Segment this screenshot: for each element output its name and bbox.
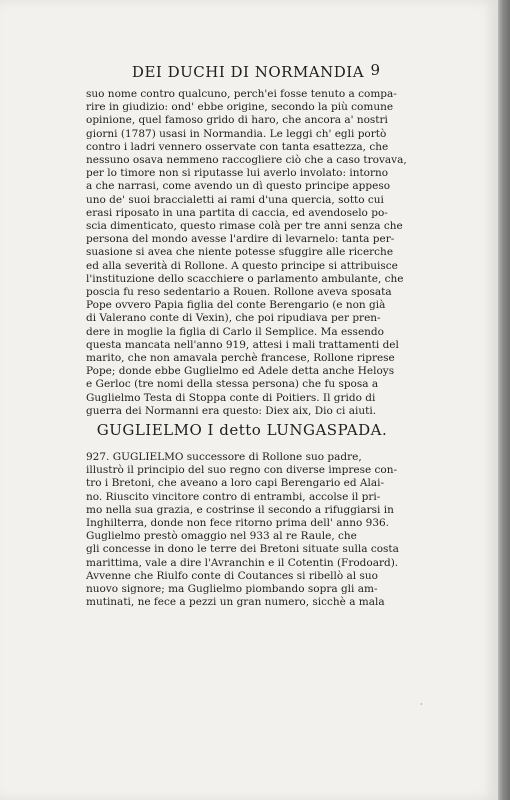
page-number: 9 bbox=[370, 61, 380, 79]
text-line: mutinati, ne fece a pezzi un gran numero, sicchè a mala bbox=[86, 596, 385, 609]
text-line: nessuno osava nemmeno raccogliere ciò che a caso trovava, bbox=[86, 154, 407, 167]
text-line: per lo timore non si riputasse lui averlo involato: intorno bbox=[86, 167, 389, 180]
text-line: marito, che non amavala perchè francese, Rollone riprese bbox=[86, 352, 395, 365]
page-edge-shadow bbox=[498, 0, 510, 800]
section-paragraph bbox=[86, 451, 399, 609]
text-line: mo nella sua grazia, e costrinse il secondo a rifuggiarsi in bbox=[86, 503, 394, 516]
text-line: e Gerloc (tre nomi della stessa persona) che fu sposa a bbox=[86, 378, 379, 391]
text-line: Inghilterra, donde non fece ritorno prima dell' anno 936. bbox=[86, 517, 390, 530]
text-line: tro i Bretoni, che aveano a loro capi Berengario ed Alai- bbox=[86, 477, 384, 490]
text-line: Pope; donde ebbe Guglielmo ed Adele detta anche Heloys bbox=[86, 365, 395, 378]
text-line: a che narrasi, come avendo un dì questo principe appeso bbox=[86, 180, 391, 193]
ink-mark: · bbox=[420, 700, 423, 709]
text-line: contro i ladri vennero osservate con tanta esattezza, che bbox=[86, 140, 389, 153]
running-header: DEI DUCHI DI NORMANDIA bbox=[131, 63, 365, 81]
main-paragraph bbox=[86, 88, 407, 418]
text-line: giorni (1787) usasi in Normandia. Le leggi ch' egli portò bbox=[86, 127, 387, 140]
text-line: ed alla severità di Rollone. A questo principe si attribuisce bbox=[86, 259, 398, 272]
text-line: Avvenne che Riulfo conte di Coutances si ribellò al suo bbox=[86, 569, 378, 582]
text-line: l'instituzione dello scacchiere o parlamento ambulante, che bbox=[86, 272, 404, 285]
text-line: 927. GUGLIELMO successore di Rollone suo padre, bbox=[86, 451, 362, 463]
text-line: rire in giudizio: ond' ebbe origine, secondo la più comune bbox=[86, 101, 394, 114]
section-heading: GUGLIELMO I detto LUNGASPADA. bbox=[96, 421, 388, 439]
text-line: marittima, vale a dire l'Avranchin e il Cotentin (Frodoard). bbox=[86, 556, 399, 569]
text-line: erasi riposato in una partita di caccia, ed avendoselo po- bbox=[86, 206, 388, 219]
text-line: Guglielmo Testa di Stoppa conte di Poitiers. Il grido di bbox=[86, 391, 376, 404]
text-line: di Valerano conte di Vexin), che poi ripudiava per pren- bbox=[86, 312, 381, 325]
text-line: gli concesse in dono le terre dei Bretoni situate sulla costa bbox=[86, 543, 399, 556]
text-line: persona del mondo avesse l'ardire di levarnelo: tanta per- bbox=[86, 233, 395, 246]
text-line: illustrò il principio del suo regno con diverse imprese con- bbox=[86, 464, 398, 477]
text-line: uno de' suoi braccialetti ai rami d'una quercia, sotto cui bbox=[86, 193, 384, 206]
text-line: Guglielmo prestò omaggio nel 933 al re Raule, che bbox=[86, 530, 357, 543]
text-line: guerra dei Normanni era questo: Diex aix, Dio ci aiuti. bbox=[86, 404, 377, 417]
text-line: no. Riuscito vincitore contro di entrambi, accolse il pri- bbox=[86, 490, 381, 503]
text-line: scia dimenticato, questo rimase colà per tre anni senza che bbox=[86, 220, 403, 233]
text-line: suo nome contro qualcuno, perch'ei fosse tenuto a compa- bbox=[86, 88, 397, 100]
text-line: Pope ovvero Papia figlia del conte Berengario (e non già bbox=[86, 299, 386, 312]
text-line: suasione si avea che niente potesse sfuggire alle ricerche bbox=[86, 246, 394, 259]
text-line: nuovo signore; ma Guglielmo piombando sopra gli am- bbox=[86, 583, 378, 596]
text-line: opinione, quel famoso grido di haro, che ancora a' nostri bbox=[86, 114, 388, 127]
text-line: poscia fu reso sedentario a Rouen. Rollone aveva sposata bbox=[86, 286, 392, 299]
text-line: dere in moglie la figlia di Carlo il Semplice. Ma essendo bbox=[86, 325, 384, 338]
text-line: questa mancata nell'anno 919, attesi i mali trattamenti del bbox=[86, 338, 399, 351]
